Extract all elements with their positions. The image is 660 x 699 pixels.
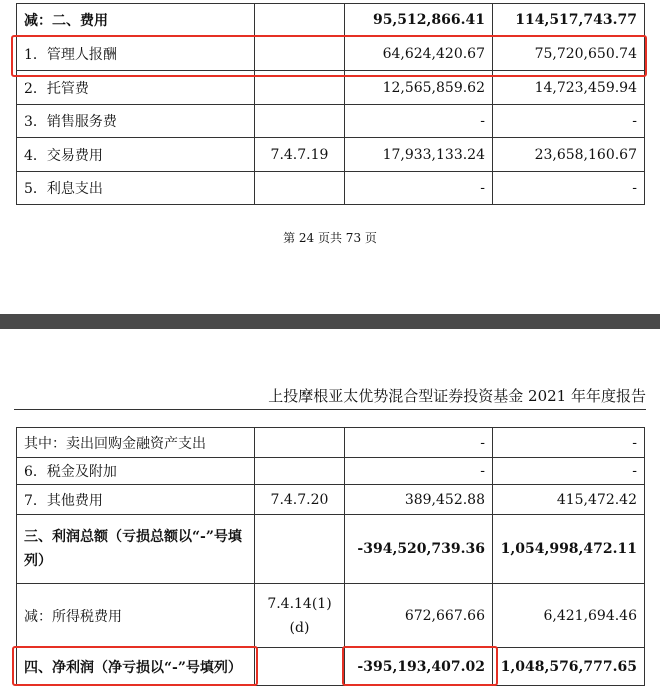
header-divider xyxy=(14,409,646,410)
value-2020: - xyxy=(493,172,645,205)
value-2021: -395,193,407.02 xyxy=(345,648,493,686)
value-2020: 6,421,694.46 xyxy=(493,584,645,648)
value-2021: 17,933,133.24 xyxy=(345,138,493,172)
value-2021: - xyxy=(345,428,493,458)
row-label: 其中：卖出回购金融资产支出 xyxy=(17,428,255,458)
value-2021: 389,452.88 xyxy=(345,485,493,515)
row-note xyxy=(255,172,345,205)
value-2021: - xyxy=(345,458,493,485)
table-row xyxy=(17,584,645,648)
value-2020: 14,723,459.94 xyxy=(493,71,645,105)
row-label: 5．利息支出 xyxy=(17,172,255,205)
expense-table xyxy=(16,3,645,205)
row-note: 7.4.7.19 xyxy=(255,138,345,172)
row-label: 四、净利润（净亏损以“-”号填列） xyxy=(17,648,255,686)
value-2021: - xyxy=(345,105,493,138)
row-label: 减：所得税费用 xyxy=(17,584,255,648)
profit-table xyxy=(16,427,645,686)
table-row xyxy=(17,172,645,205)
page-separator xyxy=(0,314,660,329)
row-label: 3．销售服务费 xyxy=(17,105,255,138)
row-note xyxy=(255,4,345,37)
value-2021: 64,624,420.67 xyxy=(345,37,493,71)
row-label: 1．管理人报酬 xyxy=(17,37,255,71)
value-2020: 114,517,743.77 xyxy=(493,4,645,37)
value-2021: 12,565,859.62 xyxy=(345,71,493,105)
table-row xyxy=(17,515,645,584)
row-note xyxy=(255,37,345,71)
value-2020: - xyxy=(493,428,645,458)
row-note: 7.4.7.20 xyxy=(255,485,345,515)
table-row xyxy=(17,428,645,458)
value-2020: 1,054,998,472.11 xyxy=(493,515,645,584)
row-label: 7．其他费用 xyxy=(17,485,255,515)
value-2021: -394,520,739.36 xyxy=(345,515,493,584)
row-note xyxy=(255,105,345,138)
row-label: 6．税金及附加 xyxy=(17,458,255,485)
row-note xyxy=(255,428,345,458)
value-2020: 1,048,576,777.65 xyxy=(493,648,645,686)
row-label: 4．交易费用 xyxy=(17,138,255,172)
value-2020: 415,472.42 xyxy=(493,485,645,515)
page-number: 第 24 页共 73 页 xyxy=(283,231,377,245)
report-header: 上投摩根亚太优势混合型证券投资基金 2021 年年度报告 xyxy=(268,387,646,405)
value-2020: - xyxy=(493,105,645,138)
row-note xyxy=(255,515,345,584)
row-label: 三、利润总额（亏损总额以“-”号填列） xyxy=(17,515,255,584)
row-note: 7.4.14(1)(d) xyxy=(255,584,345,648)
row-note xyxy=(255,71,345,105)
table-row xyxy=(17,71,645,105)
value-2021: 672,667.66 xyxy=(345,584,493,648)
value-2020: 75,720,650.74 xyxy=(493,37,645,71)
value-2021: 95,512,866.41 xyxy=(345,4,493,37)
table-row xyxy=(17,37,645,71)
value-2020: - xyxy=(493,458,645,485)
row-label: 减：二、费用 xyxy=(17,4,255,37)
table-row xyxy=(17,648,645,686)
value-2021: - xyxy=(345,172,493,205)
table-row xyxy=(17,4,645,37)
value-2020: 23,658,160.67 xyxy=(493,138,645,172)
row-note xyxy=(255,648,345,686)
table-row xyxy=(17,105,645,138)
row-note xyxy=(255,458,345,485)
table-row xyxy=(17,458,645,485)
row-label: 2．托管费 xyxy=(17,71,255,105)
table-row xyxy=(17,485,645,515)
table-row xyxy=(17,138,645,172)
